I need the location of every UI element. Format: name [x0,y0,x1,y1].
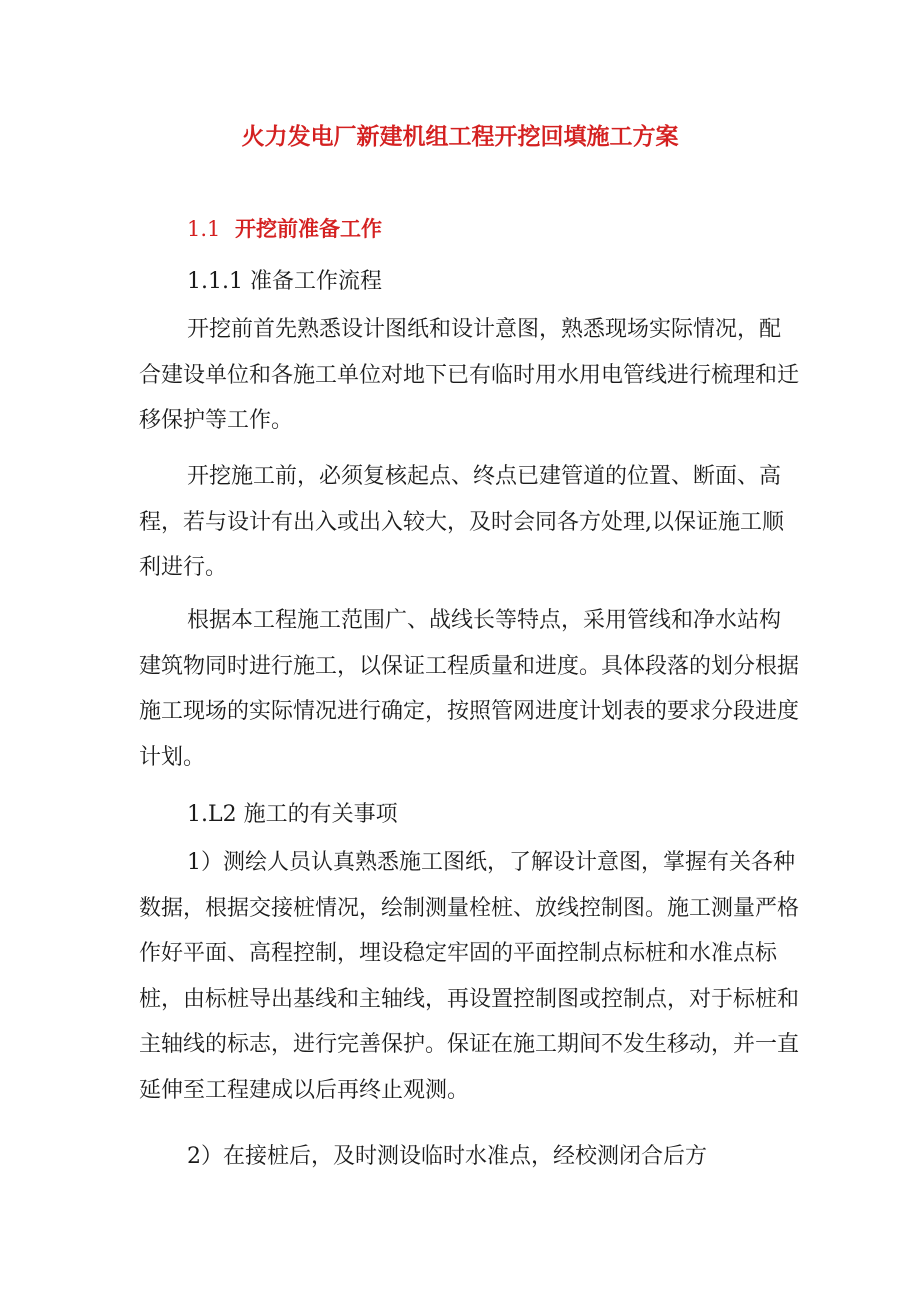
section-number: 1.1 [187,217,221,241]
subsection-heading-1-1-2: 1.L2 施工的有关事项 [187,802,398,827]
paragraph-3: 根据本工程施工范围广、战线长等特点，采用管线和净水站构建筑物同时进行施工，以保证工程质量和进度。具体段落的划分根据施工现场的实际情况进行确定，按照管网进度计划表的要求分段进度计划。 [139,608,800,770]
list-item-2: 2）在接桩后，及时测设临时水准点，经校测闭合后方 [187,1144,707,1169]
section-label: 开挖前准备工作 [235,216,382,241]
paragraph-1: 开挖前首先熟悉设计图纸和设计意图，熟悉现场实际情况，配合建设单位和各施工单位对地下已有临时用水用电管线进行梳理和迁移保护等工作。 [139,317,800,434]
section-heading-1-1 [187,213,382,243]
subsection-heading-1-1-1: 1.1.1 准备工作流程 [187,269,382,294]
list-item-1: 1）测绘人员认真熟悉施工图纸，了解设计意图，掌握有关各种数据，根据交接桩情况，绘制测量栓桩、放线控制图。施工测量严格作好平面、高程控制，埋设稳定牢固的平面控制点标桩和水准点标桩，由标桩导出基线和主轴线，再设置控制图或控制点，对于标桩和主轴线的标志，进行完善保护。保证在施工期间不发生移动，并一直延伸至工程建成以后再终止观测。 [139,850,800,1103]
document-title: 火力发电厂新建机组工程开挖回填施工方案 [241,123,679,150]
paragraph-2: 开挖施工前，必须复核起点、终点已建管道的位置、断面、高程，若与设计有出入或出入较大，及时会同各方处理,以保证施工顺利进行。 [139,464,784,581]
